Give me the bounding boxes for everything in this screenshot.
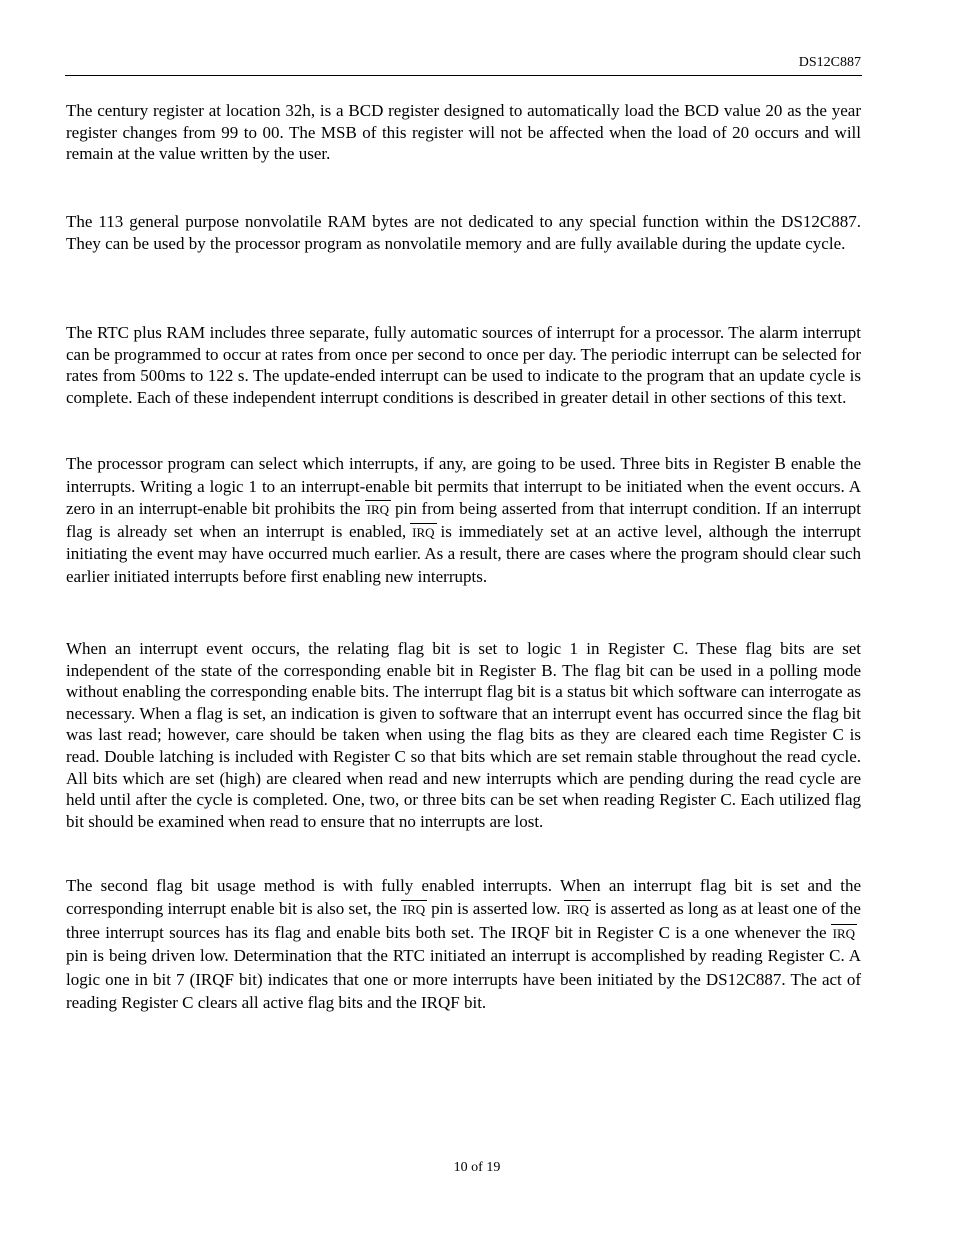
paragraph-text: is immediately set at an active level, although the interrupt initiating the event may have occurred much earlier. As a result, there are cases where the program should clear such earlier initiated interrupts before first enabling new interrupts. bbox=[66, 521, 861, 586]
page-number: 10 of 19 bbox=[453, 1160, 501, 1175]
paragraph-interrupts-overview: The RTC plus RAM includes three separate, fully automatic sources of interrupt for a processor. The alarm interrupt can be programmed to occur at rates from once per second to once per day. The periodic interrupt can be selected for rates from 500ms to 122 s. The update-ended interrupt can be used to indicate to the program that an update cycle is complete. Each of these independent interrupt conditions is described in greater detail in other sections of this text. bbox=[66, 323, 861, 407]
paragraph-interrupt-enable bbox=[66, 453, 861, 589]
paragraph-text: pin is being driven low. Determination that the RTC initiated an interrupt is accomplished by reading Register C. A logic one in bit 7 (IRQF bit) indicates that one or more interrupts have been initiated by the DS12C887. The act of reading Register C clears all active flag bits and the IRQF bit. bbox=[66, 946, 861, 1013]
document-title: DS12C887 bbox=[798, 55, 861, 70]
paragraph-text: The processor program can select which interrupts, if any, are going to be used. Three bits in Register B enable the interrupts. Writing a logic 1 to an interrupt-enable bit permits that interrupt to be initiated when the event occurs. A zero in an interrupt-enable bit prohibits the bbox=[66, 454, 861, 519]
irq-signal-label: IRQ bbox=[366, 502, 389, 518]
irq-signal-label: IRQ bbox=[412, 524, 435, 540]
paragraph-text: The second flag bit usage method is with fully enabled interrupts. When an interrupt flag bit is set and the corresponding interrupt enable bit is also set, the bbox=[66, 876, 861, 919]
paragraph-text: pin from being asserted from that interrupt condition. If an interrupt flag is already set when an interrupt is enabled, bbox=[66, 499, 861, 541]
paragraph-text: pin is asserted low. bbox=[431, 899, 561, 919]
paragraph-nonvolatile-ram: The 113 general purpose nonvolatile RAM bytes are not dedicated to any special function within the DS12C887. They can be used by the processor program as nonvolatile memory and are fully available during the update cycle. bbox=[66, 212, 861, 253]
paragraph-enabled-interrupts bbox=[66, 874, 861, 1014]
paragraph-text: is asserted as long as at least one of the three interrupt sources has its flag and enable bits both set. The IRQF bit in Register C is a one whenever the bbox=[66, 899, 861, 942]
paragraph-century-register: The century register at location 32h, is a BCD register designed to automatically load the BCD value 20 as the year register changes from 99 to 00. The MSB of this register will not be affected when the load of 20 occurs and will remain at the value written by the user. bbox=[66, 101, 861, 164]
paragraph-interrupt-flags: When an interrupt event occurs, the relating flag bit is set to logic 1 in Register C. These flag bits are set independent of the state of the corresponding enable bit in Register B. The flag bit can be used in a polling mode without enabling the corresponding enable bits. The interrupt flag bit is a status bit which software can interrogate as necessary. When a flag is set, an indication is given to software that an interrupt event has occurred since the flag bit was last read; however, care should be taken when using the flag bits as they are cleared each time Register C is read. Double latching is included with Register C so that bits which are set remain stable throughout the read cycle. All bits which are set (high) are cleared when read and new interrupts which are pending during the read cycle are held until after the cycle is completed. One, two, or three bits can be set when reading Register C. Each utilized flag bit should be examined when read to ensure that no interrupts are lost. bbox=[66, 639, 861, 831]
irq-signal-label: IRQ bbox=[402, 902, 426, 918]
irq-signal-label: IRQ bbox=[832, 925, 855, 941]
irq-signal-label: IRQ bbox=[566, 902, 589, 918]
header-divider bbox=[65, 75, 862, 76]
